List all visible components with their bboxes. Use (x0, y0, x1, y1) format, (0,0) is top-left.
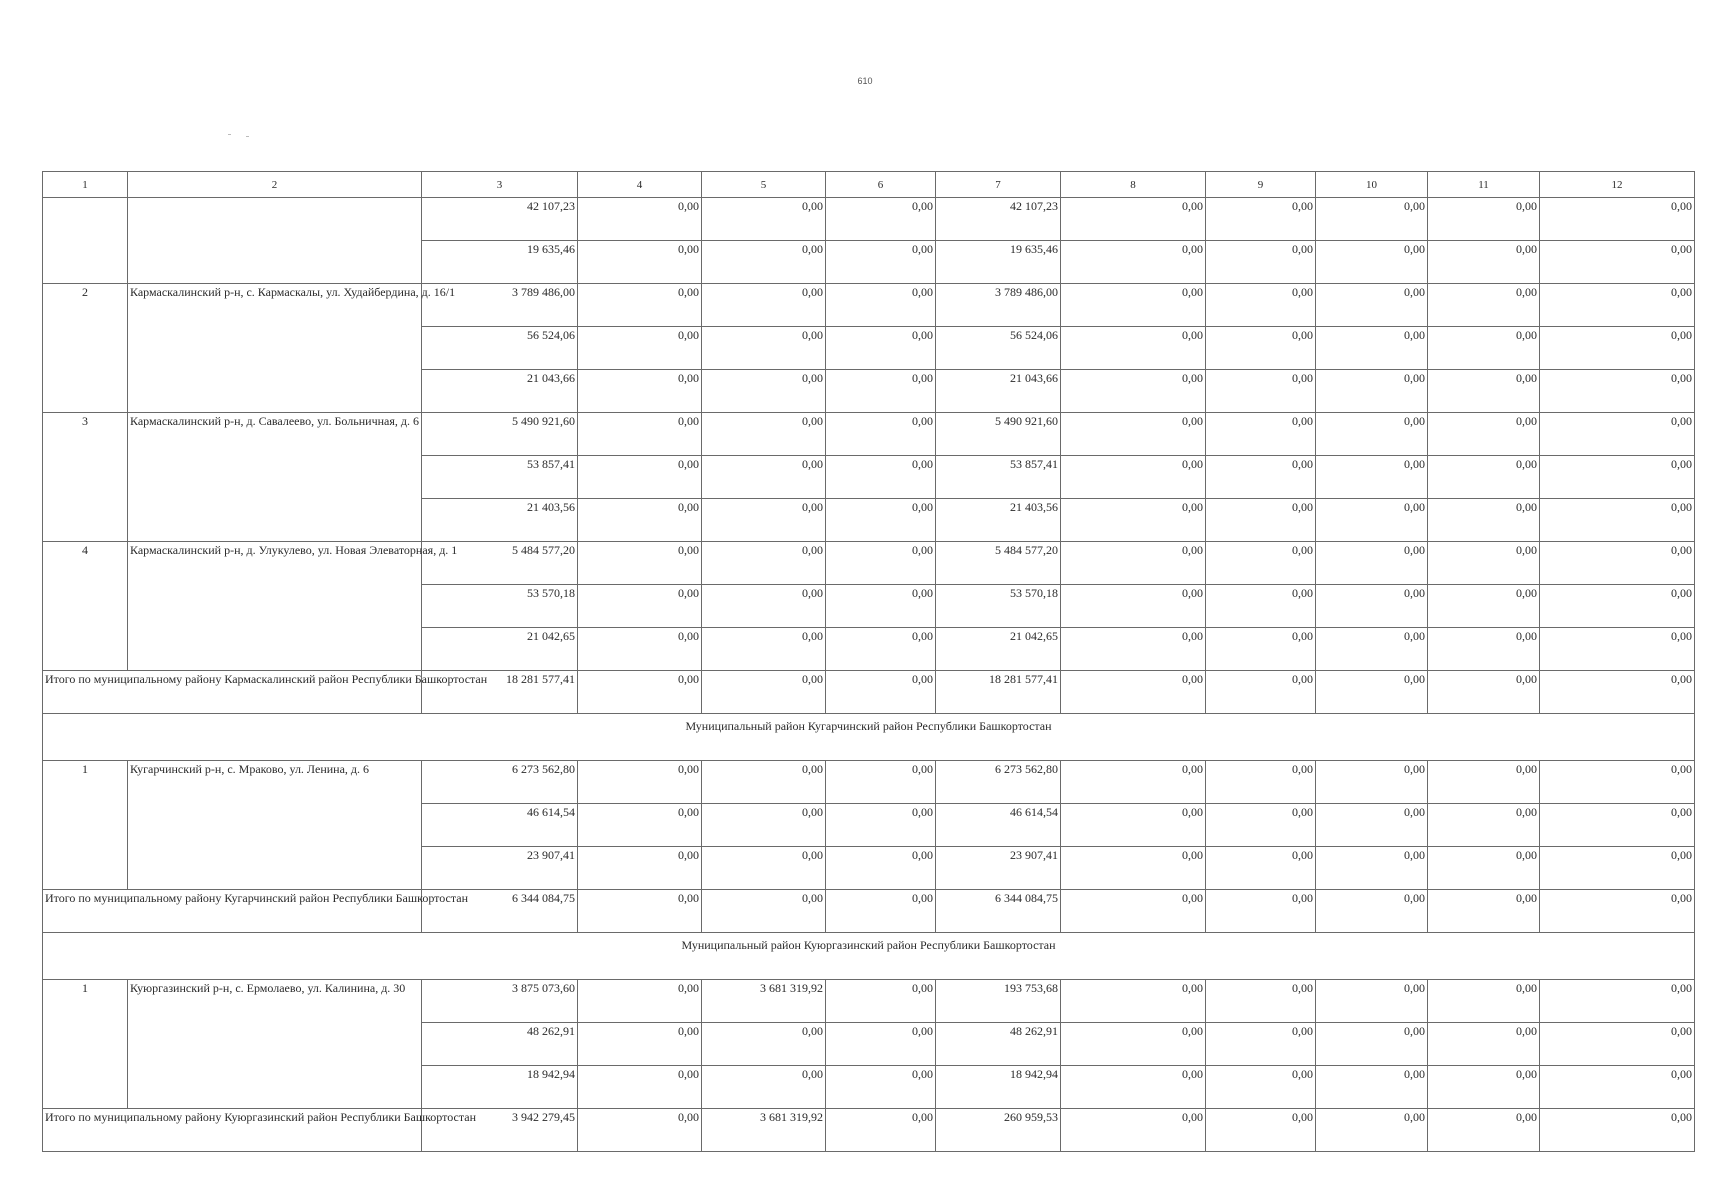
value-cell: 0,00 (1316, 413, 1428, 456)
table-row (43, 761, 1695, 804)
column-header: 9 (1206, 172, 1316, 198)
value-cell: 0,00 (1206, 284, 1316, 327)
value-cell: 0,00 (1428, 890, 1540, 933)
value-cell: 0,00 (1206, 370, 1316, 413)
value-cell: 0,00 (1061, 628, 1206, 671)
scan-speck (246, 136, 249, 137)
value-cell: 0,00 (1428, 1023, 1540, 1066)
address-cell-empty (128, 198, 422, 284)
table-row (43, 413, 1695, 456)
value-cell: 46 614,54 (936, 804, 1061, 847)
value-cell: 0,00 (1061, 980, 1206, 1023)
column-header: 1 (43, 172, 128, 198)
value-cell: 0,00 (1540, 585, 1695, 628)
row-index: 3 (43, 413, 128, 542)
value-cell: 53 570,18 (936, 585, 1061, 628)
row-index: 2 (43, 284, 128, 413)
row-index-empty (43, 198, 128, 284)
value-cell: 0,00 (1428, 761, 1540, 804)
value-cell: 0,00 (1428, 327, 1540, 370)
column-header: 6 (826, 172, 936, 198)
column-header: 10 (1316, 172, 1428, 198)
value-cell: 0,00 (1316, 890, 1428, 933)
value-cell: 0,00 (702, 1023, 826, 1066)
value-cell: 0,00 (578, 671, 702, 714)
value-cell: 0,00 (1540, 542, 1695, 585)
page-number: 610 (857, 76, 873, 86)
value-cell: 0,00 (1206, 327, 1316, 370)
value-cell: 0,00 (1428, 284, 1540, 327)
value-cell: 48 262,91 (422, 1023, 578, 1066)
value-cell: 0,00 (1061, 1066, 1206, 1109)
address-cell: Кармаскалинский р-н, д. Савалеево, ул. Больничная, д. 6 (128, 413, 422, 542)
value-cell: 0,00 (1206, 804, 1316, 847)
value-cell: 0,00 (1428, 980, 1540, 1023)
value-cell: 0,00 (578, 456, 702, 499)
value-cell: 0,00 (826, 1023, 936, 1066)
value-cell: 0,00 (1061, 198, 1206, 241)
value-cell: 0,00 (1428, 542, 1540, 585)
value-cell: 3 789 486,00 (936, 284, 1061, 327)
value-cell: 0,00 (1428, 847, 1540, 890)
value-cell: 3 681 319,92 (702, 980, 826, 1023)
value-cell: 46 614,54 (422, 804, 578, 847)
value-cell: 0,00 (1061, 241, 1206, 284)
value-cell: 0,00 (1206, 499, 1316, 542)
value-cell: 0,00 (1316, 980, 1428, 1023)
column-header: 2 (128, 172, 422, 198)
value-cell: 0,00 (1540, 1066, 1695, 1109)
value-cell: 0,00 (1206, 980, 1316, 1023)
value-cell: 0,00 (578, 804, 702, 847)
value-cell: 0,00 (578, 198, 702, 241)
value-cell: 5 490 921,60 (422, 413, 578, 456)
column-header: 5 (702, 172, 826, 198)
value-cell: 0,00 (826, 1066, 936, 1109)
value-cell: 0,00 (1206, 890, 1316, 933)
value-cell: 0,00 (826, 1109, 936, 1152)
address-cell: Кармаскалинский р-н, с. Кармаскалы, ул. Худайбердина, д. 16/1 (128, 284, 422, 413)
value-cell: 0,00 (826, 284, 936, 327)
value-cell: 0,00 (1206, 1023, 1316, 1066)
value-cell: 0,00 (1206, 456, 1316, 499)
value-cell: 18 281 577,41 (422, 671, 578, 714)
value-cell: 0,00 (1540, 1109, 1695, 1152)
value-cell: 0,00 (1061, 456, 1206, 499)
value-cell: 0,00 (1316, 456, 1428, 499)
register-table (42, 171, 1695, 1152)
section-header-row (43, 933, 1695, 980)
value-cell: 0,00 (1316, 198, 1428, 241)
value-cell: 6 344 084,75 (422, 890, 578, 933)
value-cell: 0,00 (702, 327, 826, 370)
value-cell: 0,00 (578, 284, 702, 327)
value-cell: 0,00 (1061, 761, 1206, 804)
value-cell: 0,00 (826, 671, 936, 714)
column-header: 8 (1061, 172, 1206, 198)
value-cell: 0,00 (578, 980, 702, 1023)
value-cell: 0,00 (1061, 847, 1206, 890)
value-cell: 0,00 (578, 890, 702, 933)
value-cell: 0,00 (578, 499, 702, 542)
value-cell: 0,00 (1316, 284, 1428, 327)
value-cell: 0,00 (702, 847, 826, 890)
value-cell: 0,00 (1316, 804, 1428, 847)
value-cell: 0,00 (1061, 890, 1206, 933)
value-cell: 6 344 084,75 (936, 890, 1061, 933)
value-cell: 0,00 (702, 456, 826, 499)
value-cell: 21 403,56 (936, 499, 1061, 542)
value-cell: 0,00 (702, 370, 826, 413)
value-cell: 5 484 577,20 (936, 542, 1061, 585)
column-header: 11 (1428, 172, 1540, 198)
value-cell: 0,00 (1206, 198, 1316, 241)
value-cell: 53 857,41 (422, 456, 578, 499)
value-cell: 0,00 (702, 198, 826, 241)
value-cell: 0,00 (702, 1066, 826, 1109)
value-cell: 0,00 (702, 804, 826, 847)
value-cell: 0,00 (826, 499, 936, 542)
value-cell: 0,00 (1540, 671, 1695, 714)
address-cell: Кугарчинский р-н, с. Мраково, ул. Ленина, д. 6 (128, 761, 422, 890)
table-row (43, 542, 1695, 585)
value-cell: 0,00 (1061, 370, 1206, 413)
value-cell: 0,00 (1540, 456, 1695, 499)
value-cell: 0,00 (1428, 1066, 1540, 1109)
value-cell: 0,00 (578, 761, 702, 804)
value-cell: 0,00 (1428, 499, 1540, 542)
value-cell: 0,00 (1316, 542, 1428, 585)
value-cell: 53 857,41 (936, 456, 1061, 499)
value-cell: 0,00 (1061, 671, 1206, 714)
value-cell: 0,00 (1428, 413, 1540, 456)
value-cell: 18 281 577,41 (936, 671, 1061, 714)
value-cell: 0,00 (702, 542, 826, 585)
value-cell: 0,00 (826, 542, 936, 585)
value-cell: 0,00 (702, 284, 826, 327)
value-cell: 0,00 (1206, 241, 1316, 284)
value-cell: 0,00 (702, 413, 826, 456)
value-cell: 56 524,06 (422, 327, 578, 370)
value-cell: 42 107,23 (422, 198, 578, 241)
value-cell: 0,00 (578, 370, 702, 413)
value-cell: 0,00 (578, 413, 702, 456)
value-cell: 0,00 (1061, 284, 1206, 327)
value-cell: 19 635,46 (422, 241, 578, 284)
value-cell: 0,00 (578, 1023, 702, 1066)
value-cell: 3 942 279,45 (422, 1109, 578, 1152)
total-row (43, 1109, 1695, 1152)
value-cell: 0,00 (1540, 499, 1695, 542)
value-cell: 0,00 (1540, 327, 1695, 370)
table-row (43, 980, 1695, 1023)
value-cell: 0,00 (1206, 585, 1316, 628)
value-cell: 0,00 (1316, 847, 1428, 890)
value-cell: 260 959,53 (936, 1109, 1061, 1152)
address-cell: Кармаскалинский р-н, д. Улукулево, ул. Новая Элеваторная, д. 1 (128, 542, 422, 671)
value-cell: 0,00 (1540, 804, 1695, 847)
value-cell: 0,00 (826, 761, 936, 804)
row-index: 1 (43, 980, 128, 1109)
value-cell: 5 490 921,60 (936, 413, 1061, 456)
value-cell: 0,00 (1540, 890, 1695, 933)
value-cell: 0,00 (578, 628, 702, 671)
value-cell: 23 907,41 (422, 847, 578, 890)
scan-speck (228, 134, 231, 135)
value-cell: 0,00 (702, 499, 826, 542)
value-cell: 19 635,46 (936, 241, 1061, 284)
value-cell: 0,00 (826, 456, 936, 499)
address-cell: Куюргазинский р-н, с. Ермолаево, ул. Калинина, д. 30 (128, 980, 422, 1109)
value-cell: 0,00 (1428, 585, 1540, 628)
value-cell: 0,00 (826, 980, 936, 1023)
value-cell: 0,00 (1428, 241, 1540, 284)
value-cell: 53 570,18 (422, 585, 578, 628)
value-cell: 0,00 (1206, 1109, 1316, 1152)
value-cell: 0,00 (578, 585, 702, 628)
value-cell: 0,00 (1316, 499, 1428, 542)
value-cell: 0,00 (1206, 671, 1316, 714)
value-cell: 18 942,94 (422, 1066, 578, 1109)
value-cell: 0,00 (826, 628, 936, 671)
row-index: 1 (43, 761, 128, 890)
table-row (43, 284, 1695, 327)
value-cell: 0,00 (826, 890, 936, 933)
value-cell: 21 042,65 (422, 628, 578, 671)
value-cell: 0,00 (1540, 980, 1695, 1023)
value-cell: 0,00 (702, 585, 826, 628)
value-cell: 0,00 (1061, 585, 1206, 628)
value-cell: 0,00 (1316, 1109, 1428, 1152)
value-cell: 0,00 (1316, 370, 1428, 413)
register-table-body (43, 172, 1695, 1152)
value-cell: 0,00 (1540, 1023, 1695, 1066)
value-cell: 0,00 (1540, 241, 1695, 284)
value-cell: 0,00 (1206, 761, 1316, 804)
value-cell: 21 403,56 (422, 499, 578, 542)
header-row (43, 172, 1695, 198)
value-cell: 21 043,66 (936, 370, 1061, 413)
value-cell: 6 273 562,80 (936, 761, 1061, 804)
value-cell: 0,00 (1316, 327, 1428, 370)
value-cell: 0,00 (1316, 585, 1428, 628)
value-cell: 0,00 (1316, 671, 1428, 714)
value-cell: 0,00 (578, 847, 702, 890)
section-title: Муниципальный район Кугарчинский район Республики Башкортостан (43, 714, 1695, 761)
value-cell: 0,00 (1540, 628, 1695, 671)
value-cell: 0,00 (1428, 671, 1540, 714)
value-cell: 0,00 (1540, 198, 1695, 241)
value-cell: 0,00 (826, 804, 936, 847)
column-header: 7 (936, 172, 1061, 198)
value-cell: 0,00 (1428, 456, 1540, 499)
value-cell: 0,00 (826, 327, 936, 370)
value-cell: 0,00 (702, 628, 826, 671)
value-cell: 0,00 (1061, 413, 1206, 456)
value-cell: 0,00 (1428, 1109, 1540, 1152)
value-cell: 0,00 (826, 847, 936, 890)
value-cell: 0,00 (1061, 1109, 1206, 1152)
value-cell: 21 042,65 (936, 628, 1061, 671)
value-cell: 6 273 562,80 (422, 761, 578, 804)
value-cell: 0,00 (702, 671, 826, 714)
value-cell: 5 484 577,20 (422, 542, 578, 585)
section-title: Муниципальный район Куюргазинский район Республики Башкортостан (43, 933, 1695, 980)
value-cell: 0,00 (1540, 370, 1695, 413)
value-cell: 48 262,91 (936, 1023, 1061, 1066)
value-cell: 0,00 (578, 1109, 702, 1152)
value-cell: 0,00 (1206, 847, 1316, 890)
value-cell: 3 681 319,92 (702, 1109, 826, 1152)
value-cell: 0,00 (1316, 1023, 1428, 1066)
value-cell: 0,00 (1428, 804, 1540, 847)
value-cell: 0,00 (1316, 1066, 1428, 1109)
value-cell: 0,00 (578, 542, 702, 585)
value-cell: 0,00 (578, 327, 702, 370)
table-row (43, 198, 1695, 241)
value-cell: 0,00 (1540, 413, 1695, 456)
value-cell: 0,00 (1428, 198, 1540, 241)
value-cell: 0,00 (1061, 542, 1206, 585)
value-cell: 42 107,23 (936, 198, 1061, 241)
value-cell: 21 043,66 (422, 370, 578, 413)
value-cell: 193 753,68 (936, 980, 1061, 1023)
value-cell: 0,00 (826, 370, 936, 413)
value-cell: 0,00 (1540, 847, 1695, 890)
value-cell: 3 789 486,00 (422, 284, 578, 327)
value-cell: 23 907,41 (936, 847, 1061, 890)
value-cell: 0,00 (1206, 542, 1316, 585)
value-cell: 18 942,94 (936, 1066, 1061, 1109)
value-cell: 0,00 (702, 890, 826, 933)
value-cell: 0,00 (826, 198, 936, 241)
value-cell: 0,00 (1206, 628, 1316, 671)
total-label: Итого по муниципальному району Кугарчинский район Республики Башкортостан (43, 890, 422, 933)
total-row (43, 890, 1695, 933)
value-cell: 0,00 (826, 585, 936, 628)
value-cell: 0,00 (702, 761, 826, 804)
value-cell: 0,00 (578, 241, 702, 284)
value-cell: 0,00 (826, 413, 936, 456)
value-cell: 0,00 (578, 1066, 702, 1109)
row-index: 4 (43, 542, 128, 671)
column-header: 4 (578, 172, 702, 198)
value-cell: 0,00 (1206, 1066, 1316, 1109)
value-cell: 0,00 (1061, 804, 1206, 847)
value-cell: 0,00 (1316, 241, 1428, 284)
value-cell: 0,00 (702, 241, 826, 284)
value-cell: 0,00 (1428, 370, 1540, 413)
section-header-row (43, 714, 1695, 761)
value-cell: 0,00 (1316, 628, 1428, 671)
value-cell: 0,00 (1061, 1023, 1206, 1066)
total-label: Итого по муниципальному району Куюргазинский район Республики Башкортостан (43, 1109, 422, 1152)
column-header: 3 (422, 172, 578, 198)
value-cell: 56 524,06 (936, 327, 1061, 370)
column-header: 12 (1540, 172, 1695, 198)
total-label: Итого по муниципальному району Кармаскалинский район Республики Башкортостан (43, 671, 422, 714)
value-cell: 0,00 (1428, 628, 1540, 671)
value-cell: 3 875 073,60 (422, 980, 578, 1023)
value-cell: 0,00 (826, 241, 936, 284)
total-row (43, 671, 1695, 714)
value-cell: 0,00 (1540, 761, 1695, 804)
value-cell: 0,00 (1316, 761, 1428, 804)
value-cell: 0,00 (1061, 327, 1206, 370)
value-cell: 0,00 (1540, 284, 1695, 327)
value-cell: 0,00 (1061, 499, 1206, 542)
value-cell: 0,00 (1206, 413, 1316, 456)
